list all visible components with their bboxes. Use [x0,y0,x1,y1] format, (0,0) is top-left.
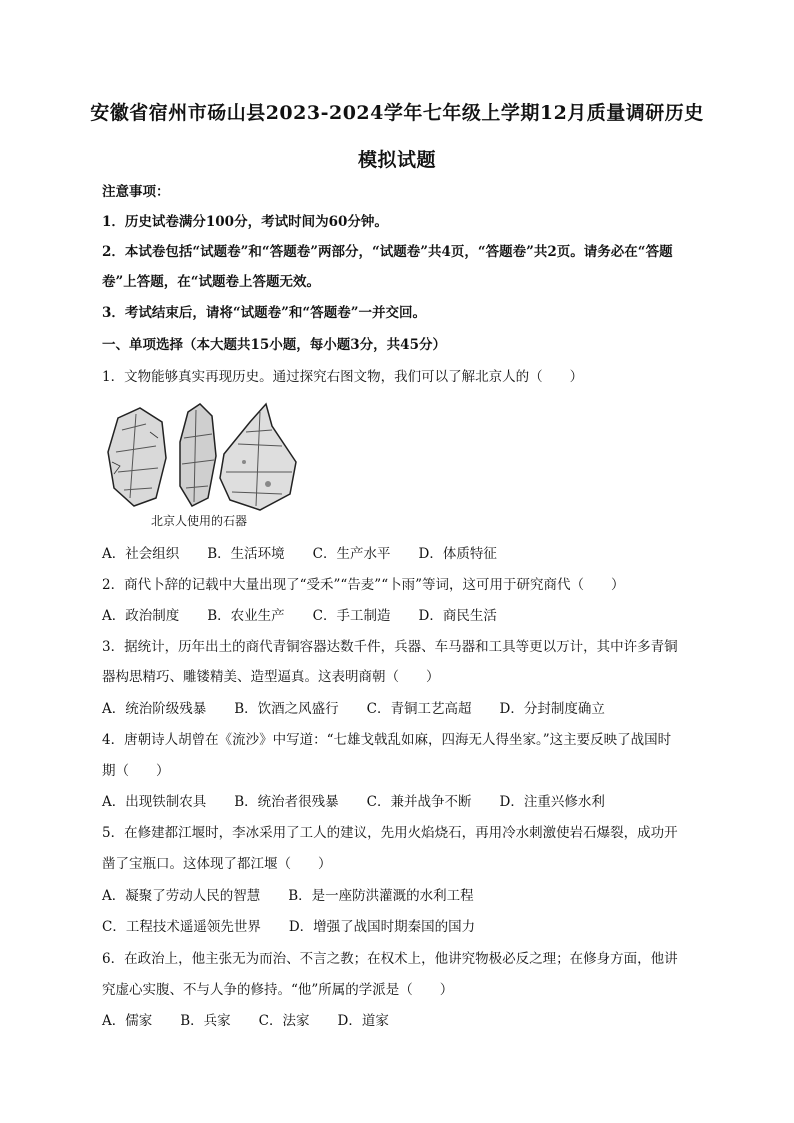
q6-option-a: A．儒家 [102,1013,153,1029]
q1-option-a: A．社会组织 [102,546,180,562]
stone-tools-illustration [100,402,298,532]
q2-option-a: A．政治制度 [102,608,180,624]
question-6-stem-b: 究虚心实腹、不与人争的修持。“他”所属的学派是（ ） [102,982,454,998]
q5-option-b: B．是一座防洪灌溉的水利工程 [288,888,474,904]
question-2-stem: 2．商代卜辞的记载中大量出现了“受禾”“告麦”“卜雨”等词，这可用于研究商代（ ） [102,577,625,593]
question-5-stem-a: 5．在修建都江堰时，李冰采用了工人的建议，先用火焰烧石，再用冷水刺激使岩石爆裂，成功开 [102,825,678,841]
q2-option-d: D．商民生活 [418,608,497,624]
q6-option-b: B．兵家 [180,1013,231,1029]
q3-option-c: C．青铜工艺高超 [366,701,472,717]
notice-item-2a: 2．本试卷包括“试题卷”和“答题卷”两部分，“试题卷”共4页，“答题卷”共2页。请务必在“答题 [102,244,673,260]
figure-caption: 北京人使用的石器 [150,514,248,528]
q4-option-d: D．注重兴修水利 [499,794,605,810]
question-1-stem: 1．文物能够真实再现历史。通过探究右图文物，我们可以了解北京人的（ ） [102,369,584,385]
question-4-options [102,792,633,812]
exam-title-line2: 模拟试题 [357,149,436,171]
question-6-options [102,1011,417,1031]
q6-option-d: D．道家 [337,1013,389,1029]
question-3-options [102,699,633,719]
question-3-stem-b: 器构思精巧、雕镂精美、造型逼真。这表明商朝（ ） [102,669,440,685]
q1-option-b: B．生活环境 [207,546,285,562]
q3-option-a: A．统治阶级残暴 [102,701,207,717]
question-6-stem-a: 6．在政治上，他主张无为而治、不言之教；在权术上，他讲究物极必反之理；在修身方面，他讲 [102,951,678,967]
stone-tools-figure [100,402,298,532]
notice-item-1: 1．历史试卷满分100分，考试时间为60分钟。 [102,214,388,230]
q3-option-d: D．分封制度确立 [499,701,605,717]
q5-option-a: A．凝聚了劳动人民的智慧 [102,888,261,904]
q4-option-a: A．出现铁制农具 [102,794,207,810]
q2-option-b: B．农业生产 [207,608,285,624]
notice-item-2b: 卷”上答题，在“试题卷上答题无效。 [102,274,321,290]
q5-option-d: D．增强了战国时期秦国的国力 [288,919,476,935]
q5-option-c: C．工程技术遥遥领先世界 [102,919,261,935]
q4-option-c: C．兼并战争不断 [366,794,472,810]
q3-option-b: B．饮酒之风盛行 [234,701,339,717]
question-4-stem-b: 期（ ） [102,763,170,779]
question-2-options [102,606,525,626]
question-5-options-row1 [102,886,502,906]
notice-heading: 注意事项： [102,184,170,200]
question-1-options [102,544,525,564]
q6-option-c: C．法家 [258,1013,310,1029]
q1-option-c: C．生产水平 [312,546,391,562]
q2-option-c: C．手工制造 [312,608,391,624]
exam-title-line1: 安徽省宿州市砀山县2023-2024学年七年级上学期12月质量调研历史 [90,102,704,124]
notice-item-3: 3．考试结束后，请将“试题卷”和“答题卷”一并交回。 [102,305,426,321]
question-5-stem-b: 凿了宝瓶口。这体现了都江堰（ ） [102,856,332,872]
q4-option-b: B．统治者很残暴 [234,794,339,810]
question-5-options-row2 [102,917,503,937]
question-4-stem-a: 4．唐朝诗人胡曾在《流沙》中写道：“七雄戈戟乱如麻，四海无人得坐家。”这主要反映了战国时 [102,732,672,748]
section-heading: 一、单项选择（本大题共15小题，每小题3分，共45分） [102,337,446,353]
q1-option-d: D．体质特征 [418,546,497,562]
question-3-stem-a: 3．据统计，历年出土的商代青铜容器达数千件，兵器、车马器和工具等更以万计，其中许多青铜 [102,639,678,655]
